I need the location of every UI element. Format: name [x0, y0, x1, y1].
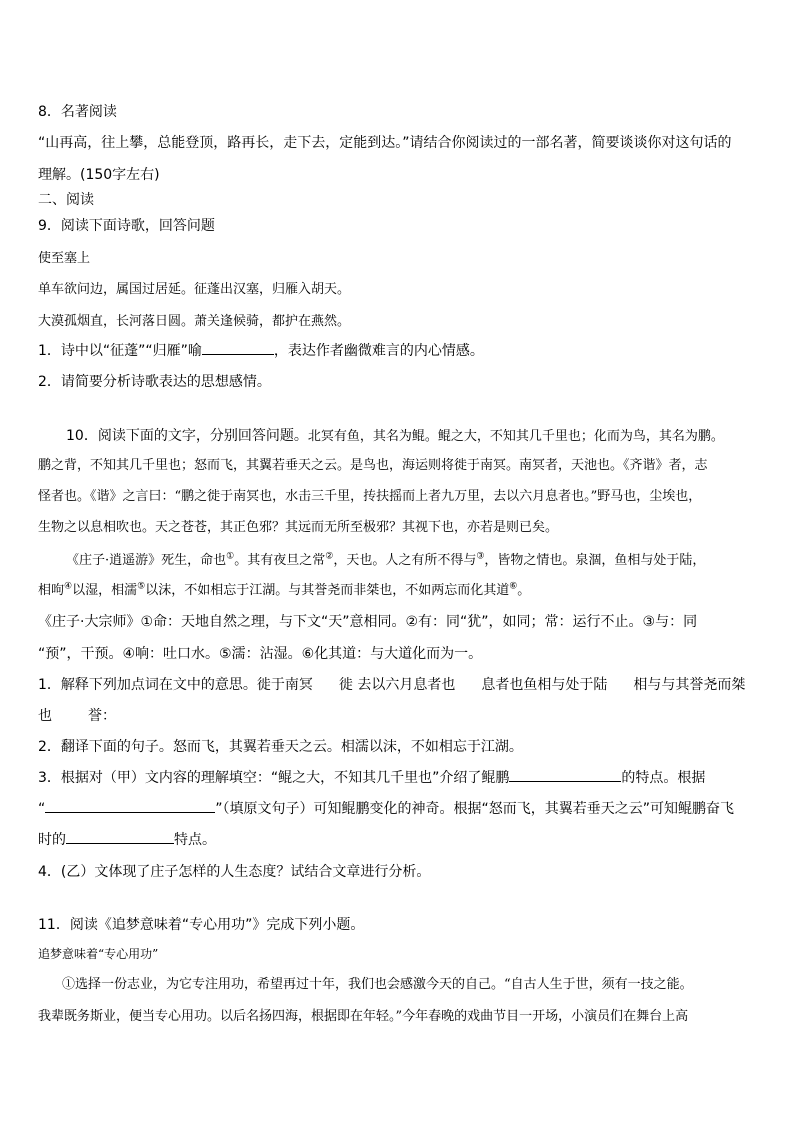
q10-sub1-line1: 1．解释下列加点词在文中的意思。徙于南冥 徙 去以六月息者也 息者也鱼相与处于陆 相与与其誉尧而桀: [38, 677, 746, 693]
q8-line1: “山再高，往上攀，总能登顶，路再长，走下去，定能到达。”请结合你阅读过的一部名著，简要谈谈你对这句话的: [38, 135, 732, 151]
answer-blank[interactable]: [45, 799, 215, 813]
article-title: 追梦意味着“专心用功”: [38, 947, 159, 961]
poem-line-2: 大漠孤烟直，长河落日圆。萧关逢候骑，都护在燕然。: [38, 314, 351, 329]
q9-sub2: 2．请简要分析诗歌表达的思想感情。: [38, 374, 271, 390]
article-para1-line2: 我辈既务斯业，便当专心用功。以后名扬四海，根据即在年轻。”今年春晚的戏曲节目一开场，小演员们在舞台上高: [38, 1009, 689, 1024]
q9-title: 9．阅读下面诗歌，回答问题: [38, 218, 215, 234]
q10-para1-line3: 怪者也。《谐》之言曰：“鹏之徙于南冥也，水击三千里，抟扶摇而上者九万里，去以六月息者也。”野马也，尘埃也，: [38, 489, 702, 504]
q10-sub1-line2: 也 誉：: [38, 708, 116, 724]
q8-line2: 理解。(150字左右): [38, 167, 160, 183]
q11-title: 11．阅读《追梦意味着“专心用功”》完成下列小题。: [38, 917, 365, 933]
q10-para2-line1: 《庄子·逍遥游》死生，命也①。其有夜旦之常②，天也。人之有所不得与③，皆物之情也。泉涸，鱼相与处于陆，: [66, 551, 706, 568]
q10-notes-line1: 《庄子·大宗师》①命：天地自然之理，与下文“天”意相同。②有：同“犹”，如同；常：运行不止。③与：同: [38, 614, 698, 630]
answer-blank[interactable]: [202, 341, 274, 355]
q10-notes-line2: “预”，干预。④响：吐口水。⑤濡：沾湿。⑥化其道：与大道化而为一。: [38, 646, 483, 662]
q10-para1-line1: 10．阅读下面的文字，分别回答问题。北冥有鱼，其名为鲲。鲲之大，不知其几千里也；化而为鸟，其名为鹏。: [66, 428, 724, 444]
section-heading: 二、阅读: [38, 192, 94, 208]
poem-title: 使至塞上: [38, 251, 91, 266]
q10-sub3-line2: “ ”（填原文句子）可知鲲鹏变化的神奇。根据“怒而飞，其翼若垂天之云”可知鲲鹏奋飞: [38, 801, 735, 817]
q10-para2-line2: 相呴④以湿，相濡⑤以沫，不如相忘于江湖。与其誉尧而非桀也，不如两忘而化其道⑥。: [38, 581, 531, 598]
poem-line-1: 单车欲问边，属国过居延。征蓬出汉塞，归雁入胡天。: [38, 282, 351, 297]
q9-sub1: 1．诗中以“征蓬”“归雁”喻 ，表达作者幽微难言的内心情感。: [38, 343, 484, 359]
q10-sub4: 4．(乙）文体现了庄子怎样的人生态度？试结合文章进行分析。: [38, 864, 431, 880]
q10-sub3-line3: 时的 特点。: [38, 832, 216, 848]
q8-title: 8．名著阅读: [38, 104, 117, 120]
q10-para1-line2: 鹏之背，不知其几千里也；怒而飞，其翼若垂天之云。是鸟也，海运则将徙于南冥。南冥者，天池也。《齐谐》者，志: [38, 458, 708, 473]
q10-para1-line4: 生物之以息相吹也。天之苍苍，其正色邪？其远而无所至极邪？其视下也，亦若是则已矣。: [38, 520, 559, 535]
answer-blank[interactable]: [509, 768, 621, 782]
q10-sub2: 2．翻译下面的句子。怒而飞，其翼若垂天之云。相濡以沫，不如相忘于江湖。: [38, 739, 523, 755]
answer-blank[interactable]: [66, 830, 174, 844]
q10-sub3-line1: 3．根据对（甲）文内容的理解填空：“鲲之大，不知其几千里也”介绍了鲲鹏 的特点。根据: [38, 770, 706, 786]
article-para1-line1: ①选择一份志业，为它专注用功，希望再过十年，我们也会感激今天的自己。“自古人生于世，须有一技之能。: [62, 977, 693, 992]
